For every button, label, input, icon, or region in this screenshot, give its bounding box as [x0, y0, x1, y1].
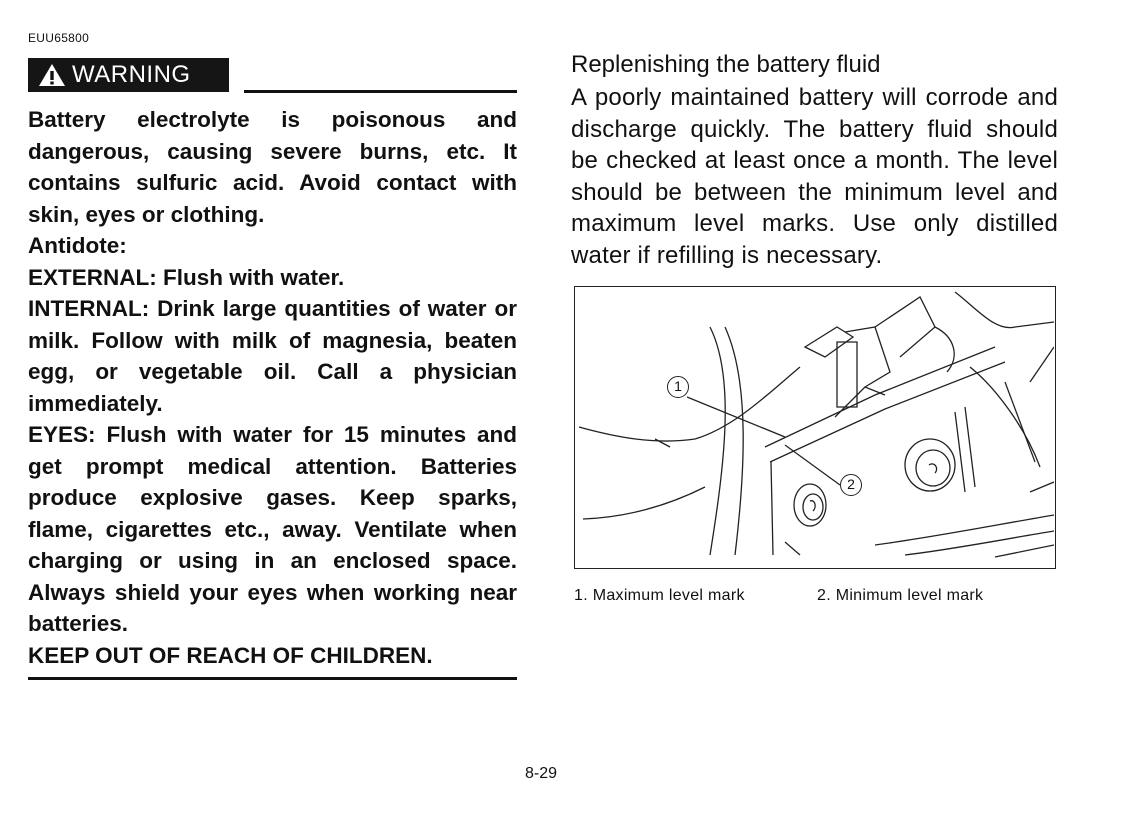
warning-body — [28, 104, 517, 671]
warning-badge-label: WARNING — [72, 61, 191, 88]
warning-external: EXTERNAL: Flush with water. — [28, 264, 345, 290]
callout-2-marker — [840, 474, 862, 496]
callout-1-marker — [667, 376, 689, 398]
warning-badge — [28, 58, 229, 92]
warning-top-rule — [244, 90, 517, 93]
battery-figure — [574, 286, 1056, 569]
document-code: EUU65800 — [28, 31, 90, 45]
warning-internal: INTERNAL: Drink large quantities of water or milk. Follow with milk of magnesia, beaten egg, or vegetable oil. Call a physician immediately. — [28, 296, 517, 416]
caption-maximum-level: 1. Maximum level mark — [574, 587, 745, 604]
warning-triangle-icon — [38, 63, 66, 87]
warning-bottom-rule — [28, 677, 517, 680]
battery-illustration — [575, 287, 1054, 567]
callout-1-label: 1 — [674, 378, 682, 394]
warning-antidote-heading: Antidote: — [28, 233, 127, 258]
section-heading: Replenishing the battery fluid — [571, 51, 881, 78]
caption-minimum-level: 2. Minimum level mark — [817, 587, 984, 604]
warning-eyes: EYES: Flush with water for 15 minutes and get prompt medical attention. Batteries produce explosive gases. Keep sparks, flame, cigarettes etc., away. Ventilate when charging or using in an enclosed space. Always shield your eyes when working near batteries. — [28, 422, 517, 636]
callout-2-label: 2 — [847, 476, 855, 492]
page-number: 8-29 — [525, 765, 558, 782]
section-body: A poorly maintained battery will corrode and discharge quickly. The battery fluid should be checked at least once a month. The level should be between the minimum level and maximum level marks. Use only distilled water if refilling is necessary. — [571, 84, 1058, 269]
warning-keep-out: KEEP OUT OF REACH OF CHILDREN. — [28, 642, 433, 668]
warning-paragraph: Battery electrolyte is poisonous and dangerous, causing severe burns, etc. It contains sulfuric acid. Avoid contact with skin, eyes or clothing. — [28, 107, 517, 227]
